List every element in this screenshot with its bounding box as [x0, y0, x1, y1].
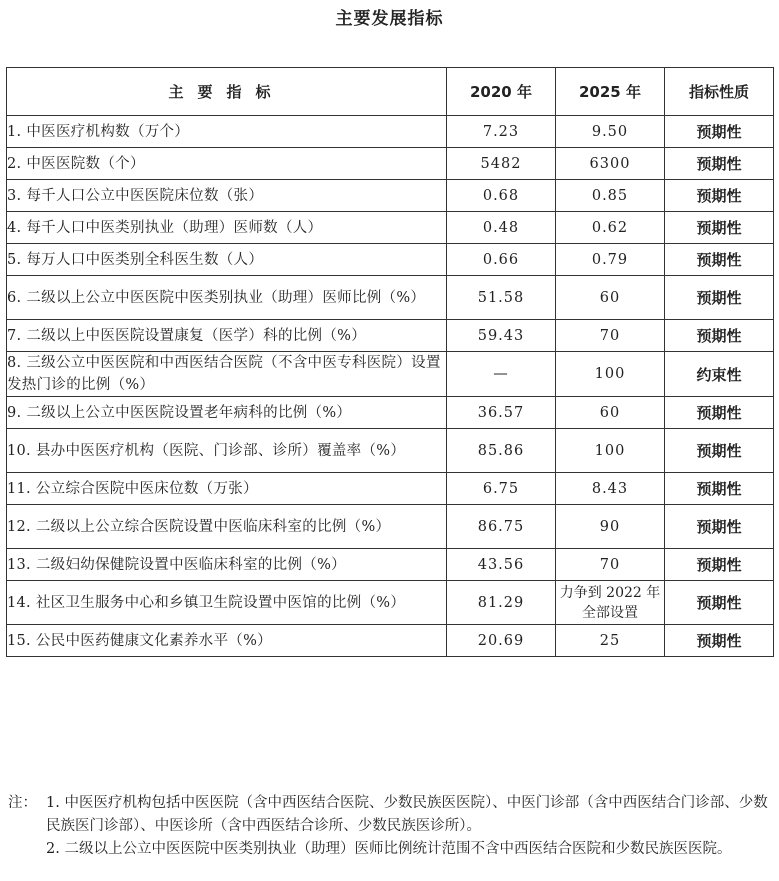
value-2020-cell: 59.43	[447, 320, 556, 352]
nature-cell: 预期性	[665, 212, 774, 244]
header-2020: 2020 年	[447, 68, 556, 116]
indicator-cell: 8. 三级公立中医医院和中西医结合医院（不含中医专科医院）设置发热门诊的比例（%）	[7, 352, 447, 397]
value-2020-cell: 81.29	[447, 581, 556, 625]
nature-cell: 约束性	[665, 352, 774, 397]
header-2025: 2025 年	[556, 68, 665, 116]
value-2025-cell: 9.50	[556, 116, 665, 148]
value-2025-cell: 25	[556, 625, 665, 657]
indicator-cell: 2. 中医医院数（个）	[7, 148, 447, 180]
nature-cell: 预期性	[665, 549, 774, 581]
value-2025-cell: 90	[556, 505, 665, 549]
indicator-cell: 10. 县办中医医疗机构（医院、门诊部、诊所）覆盖率（%）	[7, 429, 447, 473]
value-2025-cell: 6300	[556, 148, 665, 180]
value-2025-cell: 100	[556, 429, 665, 473]
value-2020-cell: 36.57	[447, 397, 556, 429]
value-2020-cell: 0.48	[447, 212, 556, 244]
header-nature: 指标性质	[665, 68, 774, 116]
value-2025-cell: 8.43	[556, 473, 665, 505]
footnote-1	[8, 792, 774, 838]
table-row	[7, 148, 774, 180]
value-2025-cell: 70	[556, 549, 665, 581]
value-2020-cell: —	[447, 352, 556, 397]
nature-cell: 预期性	[665, 505, 774, 549]
value-2020-cell: 0.66	[447, 244, 556, 276]
value-2025-cell: 60	[556, 397, 665, 429]
indicator-cell: 4. 每千人口中医类别执业（助理）医师数（人）	[7, 212, 447, 244]
indicators-table	[6, 67, 774, 657]
table-row	[7, 276, 774, 320]
nature-cell: 预期性	[665, 581, 774, 625]
value-2020-cell: 51.58	[447, 276, 556, 320]
value-2025-cell: 60	[556, 276, 665, 320]
table-row	[7, 429, 774, 473]
value-2025-cell: 0.62	[556, 212, 665, 244]
value-2020-cell: 86.75	[447, 505, 556, 549]
table-row	[7, 320, 774, 352]
table-row	[7, 473, 774, 505]
page-title: 主要发展指标	[335, 9, 444, 29]
nature-cell: 预期性	[665, 276, 774, 320]
value-2025-cell: 0.85	[556, 180, 665, 212]
indicator-cell: 9. 二级以上公立中医医院设置老年病科的比例（%）	[7, 397, 447, 429]
indicator-cell: 3. 每千人口公立中医医院床位数（张）	[7, 180, 447, 212]
table-row	[7, 180, 774, 212]
value-2020-cell: 5482	[447, 148, 556, 180]
footnotes	[8, 792, 774, 861]
value-2020-cell: 85.86	[447, 429, 556, 473]
value-2020-cell: 20.69	[447, 625, 556, 657]
table-row	[7, 581, 774, 625]
indicator-cell: 6. 二级以上公立中医医院中医类别执业（助理）医师比例（%）	[7, 276, 447, 320]
indicator-cell: 1. 中医医疗机构数（万个）	[7, 116, 447, 148]
nature-cell: 预期性	[665, 244, 774, 276]
value-2020-cell: 0.68	[447, 180, 556, 212]
footnote-prefix: 注：	[8, 795, 37, 811]
table-row	[7, 397, 774, 429]
indicator-cell: 7. 二级以上中医医院设置康复（医学）科的比例（%）	[7, 320, 447, 352]
nature-cell: 预期性	[665, 625, 774, 657]
table-row	[7, 625, 774, 657]
table-row	[7, 352, 774, 397]
footnote-2	[8, 838, 774, 861]
indicator-cell: 11. 公立综合医院中医床位数（万张）	[7, 473, 447, 505]
value-2025-cell: 100	[556, 352, 665, 397]
table-row	[7, 549, 774, 581]
footnote-text: 2. 二级以上公立中医医院中医类别执业（助理）医师比例统计范围不含中西医结合医院和少数民族医医院。	[46, 841, 732, 857]
header-row	[7, 68, 774, 116]
value-2020-cell: 6.75	[447, 473, 556, 505]
indicator-cell: 13. 二级妇幼保健院设置中医临床科室的比例（%）	[7, 549, 447, 581]
indicator-cell: 15. 公民中医药健康文化素养水平（%）	[7, 625, 447, 657]
footnote-text: 1. 中医医疗机构包括中医医院（含中西医结合医院、少数民族医医院）、中医门诊部（含中西医结合门诊部、少数民族医门诊部）、中医诊所（含中西医结合诊所、少数民族医诊所）。	[46, 795, 768, 834]
nature-cell: 预期性	[665, 148, 774, 180]
indicator-cell: 14. 社区卫生服务中心和乡镇卫生院设置中医馆的比例（%）	[7, 581, 447, 625]
table-row	[7, 505, 774, 549]
table-row	[7, 116, 774, 148]
nature-cell: 预期性	[665, 116, 774, 148]
nature-cell: 预期性	[665, 180, 774, 212]
value-2020-cell: 43.56	[447, 549, 556, 581]
value-2025-cell: 力争到 2022 年全部设置	[556, 581, 665, 625]
table-row	[7, 244, 774, 276]
header-indicator: 主要指标	[7, 68, 447, 116]
value-2025-cell: 70	[556, 320, 665, 352]
nature-cell: 预期性	[665, 397, 774, 429]
nature-cell: 预期性	[665, 320, 774, 352]
table-row	[7, 212, 774, 244]
nature-cell: 预期性	[665, 473, 774, 505]
nature-cell: 预期性	[665, 429, 774, 473]
value-2020-cell: 7.23	[447, 116, 556, 148]
indicator-cell: 5. 每万人口中医类别全科医生数（人）	[7, 244, 447, 276]
indicator-cell: 12. 二级以上公立综合医院设置中医临床科室的比例（%）	[7, 505, 447, 549]
value-2025-cell: 0.79	[556, 244, 665, 276]
